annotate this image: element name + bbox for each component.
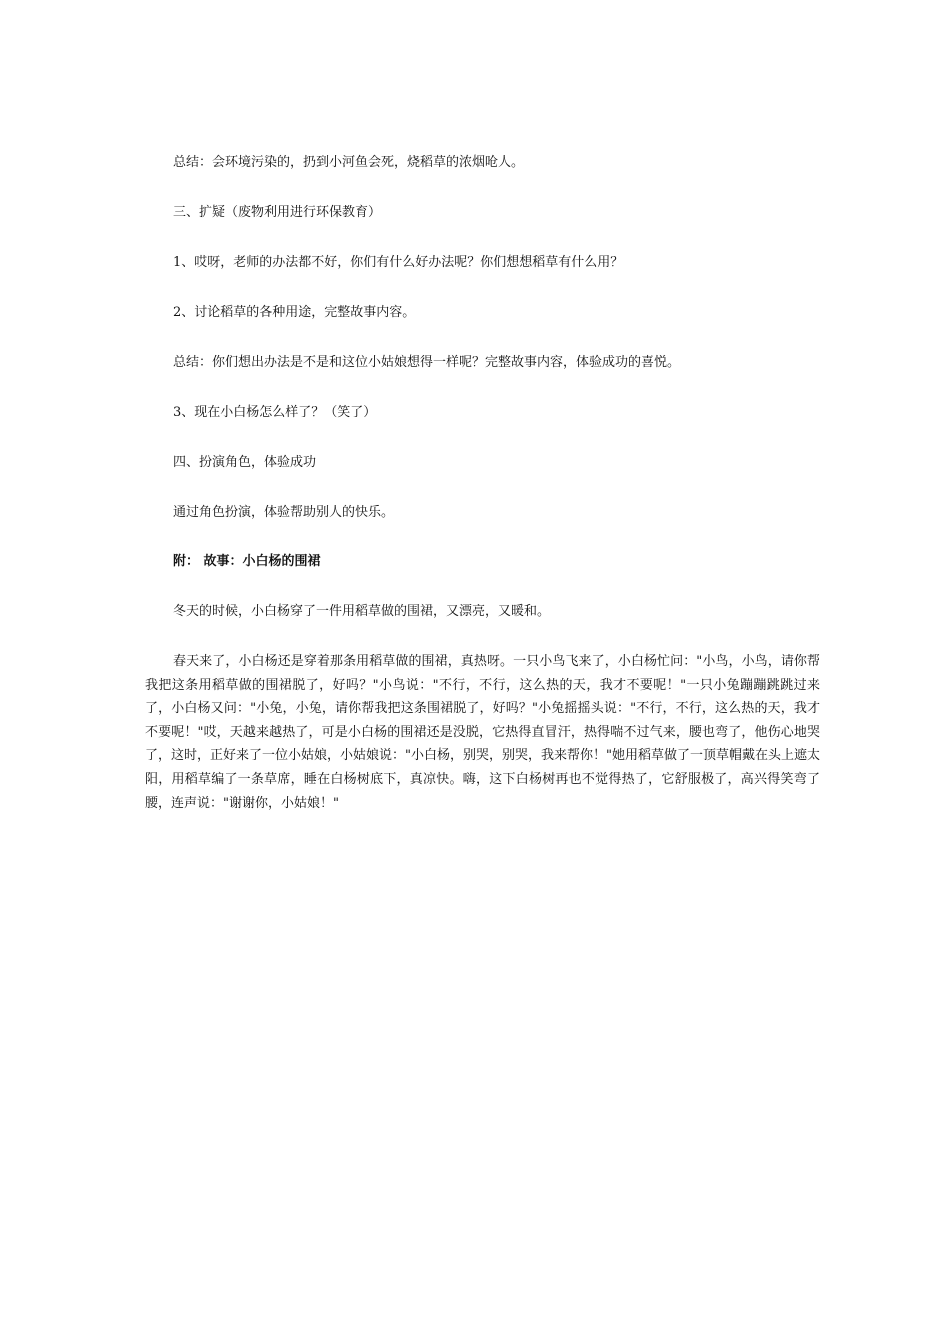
question-two: 2、讨论稻草的各种用途，完整故事内容。 — [173, 305, 416, 320]
summary-methods: 总结：你们想出办法是不是和这位小姑娘想得一样呢？完整故事内容，体验成功的喜悦。 — [173, 355, 681, 370]
section-four-heading: 四、扮演角色，体验成功 — [173, 455, 317, 470]
story-intro: 冬天的时候，小白杨穿了一件用稻草做的围裙，又漂亮，又暖和。 — [173, 604, 551, 619]
summary-pollution: 总结：会环境污染的，扔到小河鱼会死，烧稻草的浓烟呛人。 — [173, 155, 525, 170]
role-play-text: 通过角色扮演，体验帮助别人的快乐。 — [173, 505, 395, 520]
appendix-story-title: 附： 故事：小白杨的围裙 — [173, 554, 321, 569]
question-one: 1、哎呀，老师的办法都不好，你们有什么好办法呢？你们想想稻草有什么用？ — [173, 255, 624, 270]
section-three-heading: 三、扩疑（废物利用进行环保教育） — [173, 205, 382, 220]
question-three: 3、现在小白杨怎么样了？（笑了） — [173, 405, 377, 420]
story-body: 春天来了，小白杨还是穿着那条用稻草做的围裙，真热呀。一只小鸟飞来了，小白杨忙问："小鸟，小鸟，请你帮我把这条用稻草做的围裙脱了，好吗？"小鸟说："不行，不行，这么热的天，我才不要呢！"一只小兔蹦蹦跳跳过来了，小白杨又问："小兔，小兔，请你帮我把这条围裙脱了，好吗？"小兔摇摇头说："不行，不行，这么热的天，我才不要呢！"哎，天越来越热了，可是小白杨的围裙还是没脱，它热得直冒汗，热得喘不过气来，腰也弯了，他伤心地哭了，这时，正好来了一位小姑娘，小姑娘说："小白杨，别哭，别哭，我来帮你！"她用稻草做了一顶草帽戴在头上遮太阳，用稻草编了一条草席，睡在白杨树底下，真凉快。嗨，这下白杨树再也不觉得热了，它舒服极了，高兴得笑弯了腰，连声说："谢谢你，小姑娘！" — [145, 654, 820, 811]
